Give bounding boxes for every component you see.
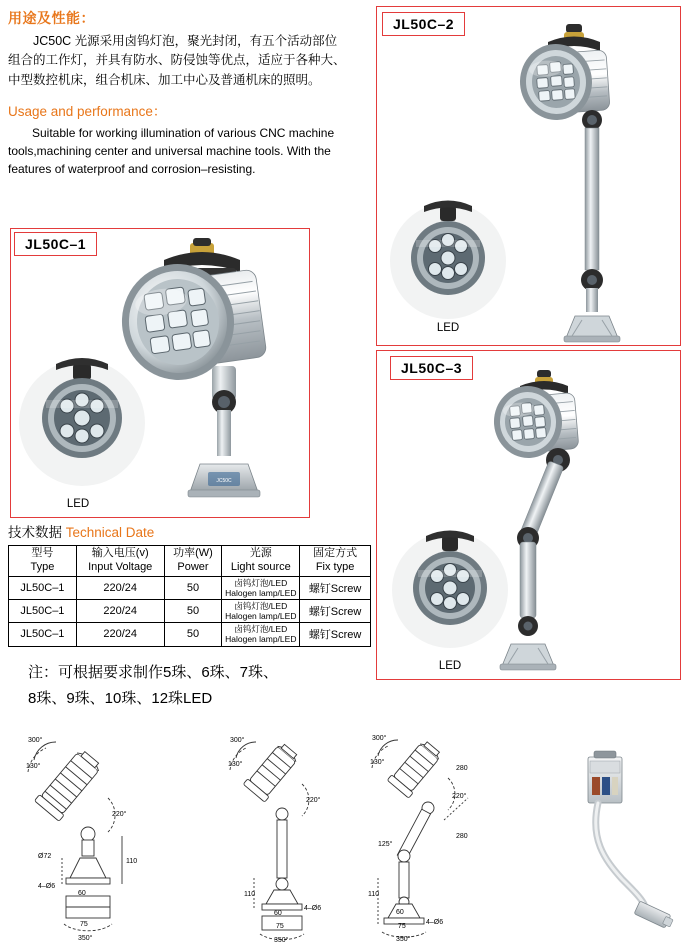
- table-header-row: [9, 546, 371, 577]
- intro-body-cn: JC50C 光源采用卤钨灯泡，聚光封闭，有五个活动部位组合的工作灯，并具有防水、防侵蚀等优点，适应于各种大、中型数控机床，组合机床、加工中心及普通机床的照明。: [8, 34, 346, 87]
- dwg3-angle-220: 220°: [452, 793, 467, 800]
- dwg2-angle-220: 220°: [306, 797, 321, 804]
- technical-drawing-2: [208, 728, 348, 943]
- product-label-jl50c-1: JL50C–1: [14, 232, 97, 256]
- dwg2-dim-110: 110: [244, 891, 256, 898]
- cell-voltage: 220/24: [76, 576, 164, 599]
- dwg1-dim-110: 110: [126, 858, 138, 865]
- led-caption-2: LED: [436, 322, 460, 334]
- cell-fix-type: 螺钉Screw: [300, 576, 371, 599]
- tech-data-title-en: Technical Date: [65, 525, 155, 540]
- dwg2-dim-75: 75: [276, 923, 284, 930]
- dwg1-dim-d72: Ø72: [38, 853, 52, 860]
- note-line-1: 注：可根据要求制作5珠、6珠、7珠、: [28, 664, 279, 681]
- dwg3-dim-60: 60: [396, 909, 404, 916]
- th-power: 功率(W) Power: [164, 546, 222, 577]
- dwg3-angle-300: 300°: [372, 735, 387, 742]
- cell-voltage: 220/24: [76, 599, 164, 622]
- dwg3-angle-350: 350°: [396, 936, 411, 943]
- dwg3-dim-4xd6: 4–Ø6: [426, 919, 444, 926]
- intro-heading-en: Usage and performance：: [8, 104, 167, 120]
- product-label-jl50c-3: JL50C–3: [390, 356, 473, 380]
- svg-text:JC50C: JC50C: [216, 478, 232, 484]
- dwg1-angle-300: 300°: [28, 737, 43, 744]
- cell-power: 50: [164, 599, 222, 622]
- technical-drawing-1: [4, 728, 164, 943]
- dwg2-angle-300: 300°: [230, 737, 245, 744]
- note-line-2: 8珠、9珠、10珠、12珠LED: [28, 689, 213, 707]
- dwg1-dim-4xd6: 4–Ø6: [38, 883, 56, 890]
- product-label-jl50c-2: JL50C–2: [382, 12, 465, 36]
- dwg3-dim-280-b: 280: [456, 833, 468, 840]
- cell-light-source: 卤钨灯泡/LED Halogen lamp/LED: [222, 623, 300, 646]
- dwg1-dim-60: 60: [78, 890, 86, 897]
- dwg3-angle-125: 125°: [378, 841, 393, 848]
- th-light-source: 光源 Light source: [222, 546, 300, 577]
- product-image-jl50c-1: [10, 228, 310, 518]
- dwg1-dim-75: 75: [80, 921, 88, 928]
- tech-data-title: [8, 521, 154, 541]
- dwg2-dim-4xd6: 4–Ø6: [304, 905, 322, 912]
- dwg3-dim-280-a: 280: [456, 765, 468, 772]
- technical-drawing-3: [348, 728, 508, 943]
- dwg2-angle-350: 350°: [274, 937, 289, 943]
- cell-fix-type: 螺钉Screw: [300, 623, 371, 646]
- th-voltage: 输入电压(v) Input Voltage: [76, 546, 164, 577]
- th-type: 型号 Type: [9, 546, 77, 577]
- table-row: [9, 623, 371, 646]
- note-section: [28, 660, 408, 711]
- cell-light-source: 卤钨灯泡/LED Halogen lamp/LED: [222, 599, 300, 622]
- cell-light-source: 卤钨灯泡/LED Halogen lamp/LED: [222, 576, 300, 599]
- cell-voltage: 220/24: [76, 623, 164, 646]
- product-image-jl50c-2: [376, 6, 681, 346]
- dwg1-angle-130: 130°: [26, 763, 41, 770]
- led-caption-3: LED: [438, 660, 462, 672]
- table-row: [9, 599, 371, 622]
- intro-heading-cn: 用途及性能：: [8, 10, 95, 26]
- dwg1-angle-350: 350°: [78, 935, 93, 942]
- cell-type: JL50C–1: [9, 576, 77, 599]
- dwg3-dim-75: 75: [398, 923, 406, 930]
- dwg2-dim-60: 60: [274, 910, 282, 917]
- th-fix-type: 固定方式 Fix type: [300, 546, 371, 577]
- dwg1-angle-220: 220°: [112, 811, 127, 818]
- cell-type: JL50C–1: [9, 623, 77, 646]
- cell-power: 50: [164, 576, 222, 599]
- dwg3-dim-110: 110: [368, 891, 380, 898]
- cell-power: 50: [164, 623, 222, 646]
- dwg3-angle-130: 130°: [370, 759, 385, 766]
- table-row: [9, 576, 371, 599]
- led-caption-1: LED: [66, 498, 90, 510]
- intro-section: [8, 8, 348, 178]
- cell-type: JL50C–1: [9, 599, 77, 622]
- technical-drawing-4-transformer: [540, 739, 680, 939]
- dwg2-angle-130: 130°: [228, 761, 243, 768]
- cell-fix-type: 螺钉Screw: [300, 599, 371, 622]
- tech-data-table: [8, 545, 371, 647]
- intro-body-en: Suitable for working illumination of various CNC machine tools,machining center and universal machine tools. With the features of waterproof and corrosion–resisting.: [8, 126, 335, 177]
- product-image-jl50c-3: [376, 350, 681, 680]
- tech-data-title-cn: 技术数据: [8, 525, 62, 540]
